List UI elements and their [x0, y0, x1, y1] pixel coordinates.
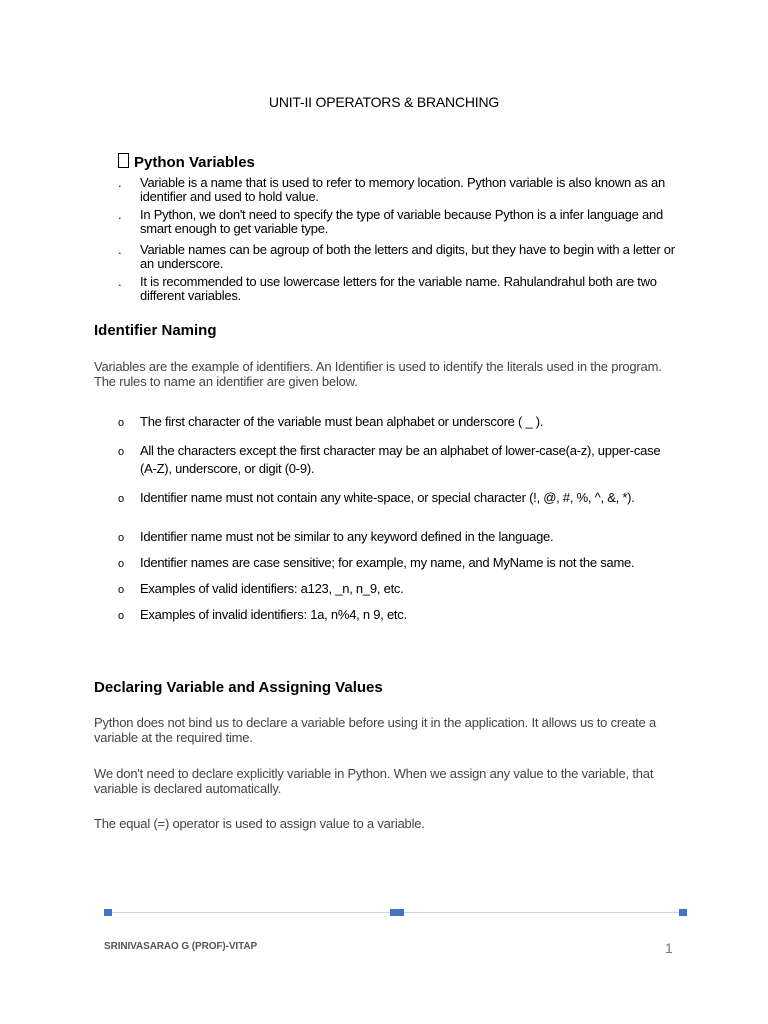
list-item — [118, 528, 678, 546]
footer-marker-right — [679, 909, 687, 916]
bullet-marker: . — [118, 274, 122, 289]
bullet-marker: o — [118, 417, 124, 429]
section-heading-identifier-naming: Identifier Naming — [94, 322, 217, 339]
footer-marker-left — [104, 909, 112, 916]
list-item — [118, 580, 678, 598]
list-item — [118, 442, 678, 478]
bullet-marker: o — [118, 493, 124, 505]
list-item — [118, 176, 678, 204]
list-item — [118, 413, 678, 431]
bullet-marker: o — [118, 558, 124, 570]
list-item — [118, 275, 678, 303]
rule-text: Examples of valid identifiers: a123, _n, n_9, etc. — [140, 581, 404, 596]
list-item — [118, 606, 678, 624]
page-number: 1 — [665, 940, 673, 956]
bullet-text: Variable names can be agroup of both the letters and digits, but they have to begin with a letter or an underscore. — [140, 242, 675, 271]
section-heading-text: Python Variables — [134, 154, 255, 171]
bullet-marker: o — [118, 610, 124, 622]
bullet-marker: . — [118, 242, 122, 257]
section-heading-declaring-variable: Declaring Variable and Assigning Values — [94, 679, 383, 696]
section-heading-python-variables — [118, 153, 255, 171]
paragraph: Python does not bind us to declare a variable before using it in the application. It allows us to create a variable at the required time. — [94, 715, 656, 745]
bullet-text: Variable is a name that is used to refer to memory location. Python variable is also known as an identifier and used to hold value. — [140, 175, 665, 204]
footer-marker-center — [390, 909, 404, 916]
list-item — [118, 554, 678, 572]
bullet-marker: o — [118, 446, 124, 458]
bullet-marker: . — [118, 207, 122, 222]
checkbox-glyph-icon — [118, 153, 129, 168]
paragraph: The equal (=) operator is used to assign value to a variable. — [94, 816, 425, 831]
rule-text: All the characters except the first character may be an alphabet of lower-case(a-z), upper-case (A-Z), underscore, or digit (0-9). — [140, 443, 661, 476]
paragraph: Variables are the example of identifiers. An Identifier is used to identify the literals used in the program. The rules to name an identifier are given below. — [94, 359, 662, 389]
bullet-marker: o — [118, 584, 124, 596]
bullet-marker: . — [118, 175, 122, 190]
bullet-text: In Python, we don't need to specify the type of variable because Python is a infer language and smart enough to get variable type. — [140, 207, 663, 236]
list-item — [118, 208, 678, 236]
rule-text: Identifier names are case sensitive; for example, my name, and MyName is not the same. — [140, 555, 635, 570]
bullet-marker: o — [118, 532, 124, 544]
list-item — [118, 243, 678, 271]
rule-text: Identifier name must not contain any white-space, or special character (!, @, #, %, ^, &, *). — [140, 490, 635, 505]
list-item — [118, 489, 678, 507]
rule-text: The first character of the variable must bean alphabet or underscore ( _ ). — [140, 414, 544, 429]
footer-author: SRINIVASARAO G (PROF)-VITAP — [104, 941, 258, 952]
paragraph: We don't need to declare explicitly variable in Python. When we assign any value to the variable, that variable is declared automatically. — [94, 766, 654, 796]
rule-text: Identifier name must not be similar to any keyword defined in the language. — [140, 529, 554, 544]
bullet-text: It is recommended to use lowercase letters for the variable name. Rahulandrahul both are two different variables. — [140, 274, 657, 303]
page-title: UNIT-II OPERATORS & BRANCHING — [268, 94, 500, 110]
rule-text: Examples of invalid identifiers: 1a, n%4, n 9, etc. — [140, 607, 407, 622]
